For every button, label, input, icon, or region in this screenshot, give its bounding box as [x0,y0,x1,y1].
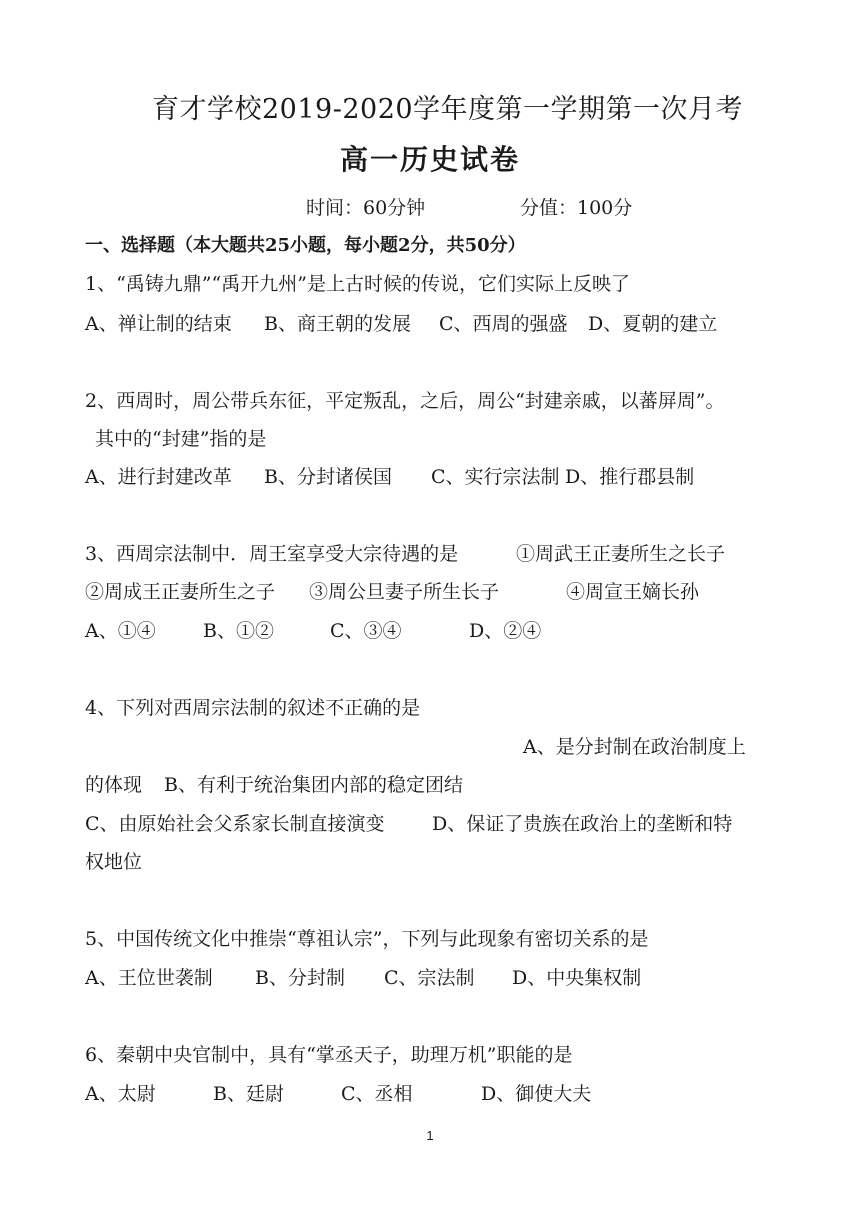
question-3-option-d: D、②④ [469,620,542,642]
question-3-item-1: ①周武王正妻所生之长子 [516,543,726,565]
question-3-option-a: A、①④ [85,620,156,642]
question-2-option-b: B、分封诸侯国 [264,466,392,488]
question-5-option-b: B、分封制 [255,967,345,989]
question-6-option-c: C、丞相 [341,1083,413,1105]
question-4-option-c: C、由原始社会父系家长制直接演变 [85,813,385,835]
question-5-option-d: D、中央集权制 [512,967,642,989]
question-3-item-2: ②周成王正妻所生之子 [85,581,276,603]
question-4-option-d: D、保证了贵族在政治上的垄断和特 [432,813,733,835]
question-1-option-a: A、禅让制的结束 [85,313,232,335]
question-3-option-c: C、③④ [330,620,402,642]
question-4-stem: 4、下列对西周宗法制的叙述不正确的是 [85,697,421,719]
section-heading: 一、选择题（本大题共25小题，每小题2分，共50分） [85,235,526,256]
exam-subject-title: 高一历史试卷 [339,143,520,176]
question-6-option-b: B、廷尉 [213,1083,284,1105]
exam-score: 分值：100分 [520,197,633,219]
question-2-option-c: C、实行宗法制 [431,466,560,488]
question-1-option-d: D、夏朝的建立 [588,313,718,335]
question-1-option-c: C、西周的强盛 [439,313,568,335]
page-number: 1 [426,1128,434,1143]
question-1-stem: 1、“禹铸九鼎”“禹开九州”是上古时候的传说，它们实际上反映了 [85,273,630,295]
question-2-option-a: A、进行封建改革 [85,466,232,488]
question-5-option-c: C、宗法制 [384,967,475,989]
question-6-stem: 6、秦朝中央官制中，具有“掌丞天子，助理万机”职能的是 [85,1044,573,1066]
question-4-option-a-continued: 的体现 [85,774,143,796]
question-2-stem-continued: 其中的“封建”指的是 [95,428,267,450]
question-3-item-4: ④周宣王嫡长孙 [566,581,700,603]
exam-time: 时间：60分钟 [306,197,426,219]
question-1-option-b: B、商王朝的发展 [264,313,411,335]
question-2-stem: 2、西周时，周公带兵东征，平定叛乱，之后，周公“封建亲戚，以蕃屏周”。 [85,390,725,412]
question-5-option-a: A、王位世袭制 [85,967,213,989]
question-4-option-d-continued: 权地位 [85,851,143,873]
question-4-option-a: A、是分封制在政治制度上 [523,736,746,758]
question-2-option-d: D、推行郡县制 [565,466,695,488]
question-5-stem: 5、中国传统文化中推崇“尊祖认宗”，下列与此现象有密切关系的是 [85,928,649,950]
question-6-option-d: D、御使大夫 [481,1083,592,1105]
question-3-stem: 3、西周宗法制中．周王室享受大宗待遇的是 [85,543,459,565]
question-3-option-b: B、①② [203,620,274,642]
question-6-option-a: A、太尉 [85,1083,156,1105]
question-3-item-3: ③周公旦妻子所生长子 [309,581,500,603]
school-exam-title: 育才学校2019-2020学年度第一学期第一次月考 [152,94,744,125]
question-4-option-b: B、有利于统治集团内部的稳定团结 [164,774,463,796]
